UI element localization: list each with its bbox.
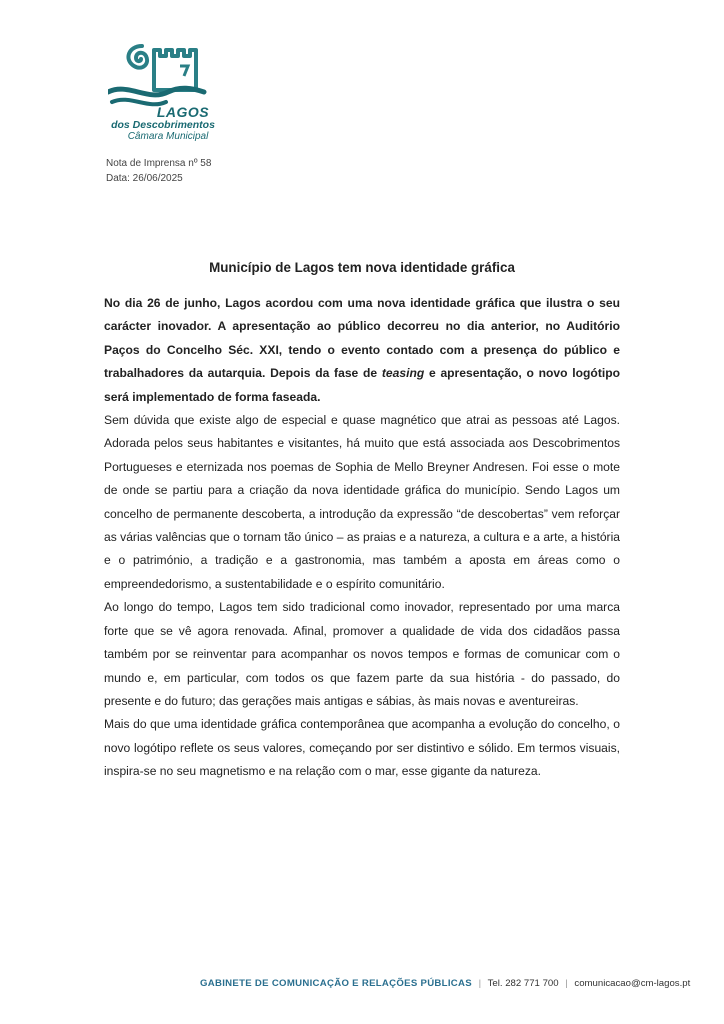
footer-email-link[interactable]: comunicacao@cm-lagos.pt — [574, 978, 691, 989]
page-footer — [200, 978, 700, 989]
footer-department: GABINETE DE COMUNICAÇÃO E RELAÇÕES PÚBLICAS — [200, 978, 472, 989]
body-paragraph: Ao longo do tempo, Lagos tem sido tradicional como inovador, representado por uma marca forte que se vê agora renovada. Afinal, promover a qualidade de vida dos cidadãos passa também por se reinventar para acompanhar os novos tempos e formas de comunicar com o mundo e, em particular, com todos os que fazem parte da sua história - do passado, do presente e do futuro; das gerações mais antigas e sábias, às mais novas e aventureiras. — [104, 600, 620, 708]
footer-separator: | — [478, 978, 482, 989]
footer-phone: Tel. 282 771 700 — [487, 978, 559, 989]
body-paragraph: Mais do que uma identidade gráfica contemporânea que acompanha a evolução do concelho, o novo logótipo reflete os seus valores, começando por ser distintivo e sólido. Em termos visuais, inspira-se no seu magnetismo e na relação com o mar, esse gigante da natureza. — [104, 717, 620, 779]
lead-emphasis: teasing — [381, 366, 425, 381]
lead-text-end: e apresentação, o novo logótipo será implementado de forma faseada. — [104, 366, 620, 404]
press-release-number: Nota de Imprensa nº 58 — [106, 158, 212, 169]
logo-name: LAGOS — [156, 104, 210, 120]
lead-text-start: No dia 26 de junho, Lagos acordou com uma nova identidade gráfica que ilustra o seu carácter inovador. A apresentação ao público decorreu no dia anterior, no Auditório Paços do Concelho Séc. XXI, tendo o evento contado com a presença do público e trabalhadores da autarquia. Depois da fase de — [104, 296, 620, 381]
logo-subtitle: Câmara Municipal — [127, 131, 209, 142]
body-paragraph: Sem dúvida que existe algo de especial e quase magnético que atrai as pessoas até Lagos. Adorada pelos seus habitantes e visitantes, há muito que está associada aos Descobrimentos Portugueses e eternizada nos poemas de Sophia de Mello Breyner Andresen. Foi esse o mote de onde se partiu para a criação da nova identidade gráfica do município. Sendo Lagos um concelho de permanente descoberta, a introdução da expressão “de descobertas” vem reforçar as várias valências que o tornam tão único – as praias e a natureza, a cultura e a arte, a história e o património, a tradição e a gastronomia, mas também a aposta em áreas como o empreendedorismo, a sustentabilidade e o espírito comunitário. — [104, 413, 620, 591]
municipal-logo — [108, 40, 218, 140]
page-title: Município de Lagos tem nova identidade gráfica — [209, 260, 515, 275]
press-release-meta — [106, 156, 211, 186]
press-release-date: Data: 26/06/2025 — [106, 173, 183, 184]
logo-tagline: dos Descobrimentos — [111, 119, 215, 131]
lead-paragraph — [104, 292, 620, 409]
footer-separator: | — [565, 978, 568, 989]
article-body — [104, 292, 620, 784]
